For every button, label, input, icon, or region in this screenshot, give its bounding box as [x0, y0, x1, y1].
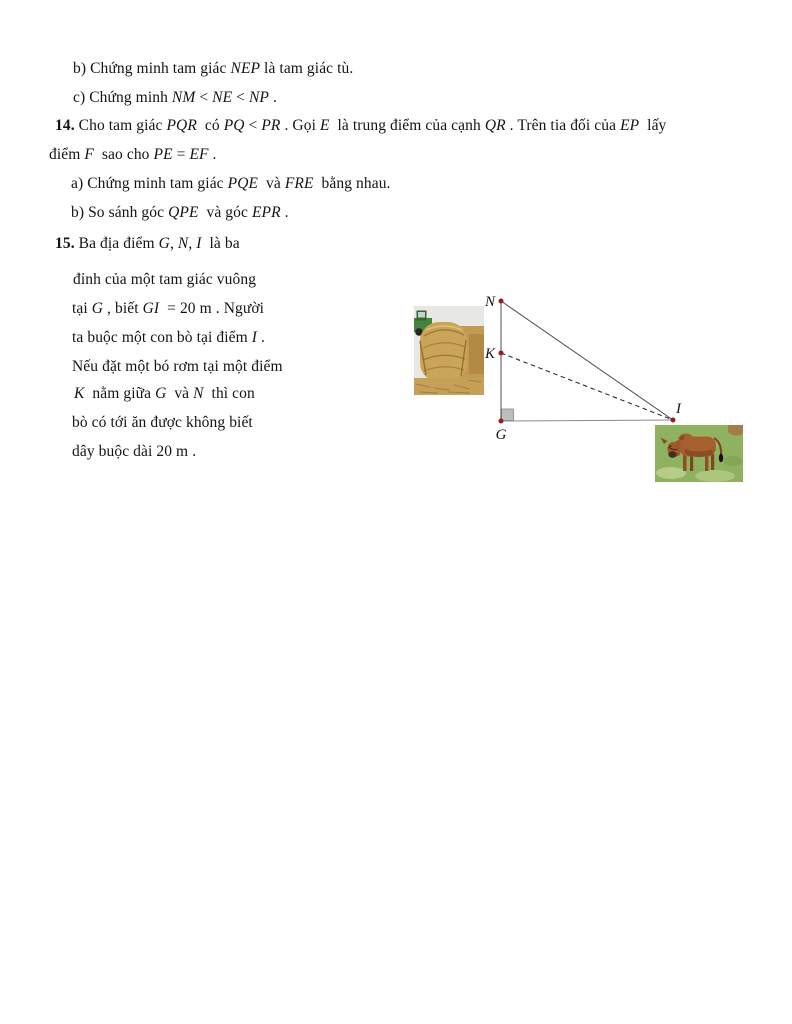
edge-NI: [501, 301, 673, 420]
edge-GI: [501, 420, 673, 421]
text-line: c) Chứng minh NM < NE < NP .: [73, 89, 277, 106]
text-line: điểm F sao cho PE = EF .: [49, 146, 217, 163]
right-angle-marker: [502, 409, 514, 421]
point-I: [671, 418, 676, 423]
edge-KI: [501, 353, 673, 420]
text-line: 15. Ba địa điểm G, N, I là ba: [55, 235, 240, 252]
text-line: K nằm giữa G và N thì con: [74, 385, 255, 402]
point-N: [499, 299, 504, 304]
text-line: dây buộc dài 20 m .: [72, 443, 197, 460]
text-line: bò có tới ăn được không biết: [72, 414, 253, 431]
point-label-I: I: [676, 401, 681, 417]
cow-photo: [655, 425, 743, 482]
point-label-K: K: [484, 346, 495, 362]
point-label-N: N: [484, 294, 495, 310]
text-line: tại G , biết GI = 20 m . Người: [72, 300, 265, 317]
point-K: [499, 351, 504, 356]
text-line: đỉnh của một tam giác vuông: [73, 271, 257, 288]
point-G: [499, 419, 504, 424]
text-line: b) So sánh góc QPE và góc EPR .: [71, 204, 289, 221]
text-line: a) Chứng minh tam giác PQE và FRE bằng nhau.: [71, 175, 391, 192]
point-label-G: G: [495, 427, 507, 443]
text-line: Nếu đặt một bó rơm tại một điểm: [72, 358, 283, 375]
text-line: ta buộc một con bò tại điểm I .: [72, 329, 265, 346]
text-line: 14. Cho tam giác PQR có PQ < PR . Gọi E là trung điểm của cạnh QR . Trên tia đối của EP lấy: [55, 117, 667, 134]
text-line: b) Chứng minh tam giác NEP là tam giác tù.: [73, 60, 354, 77]
